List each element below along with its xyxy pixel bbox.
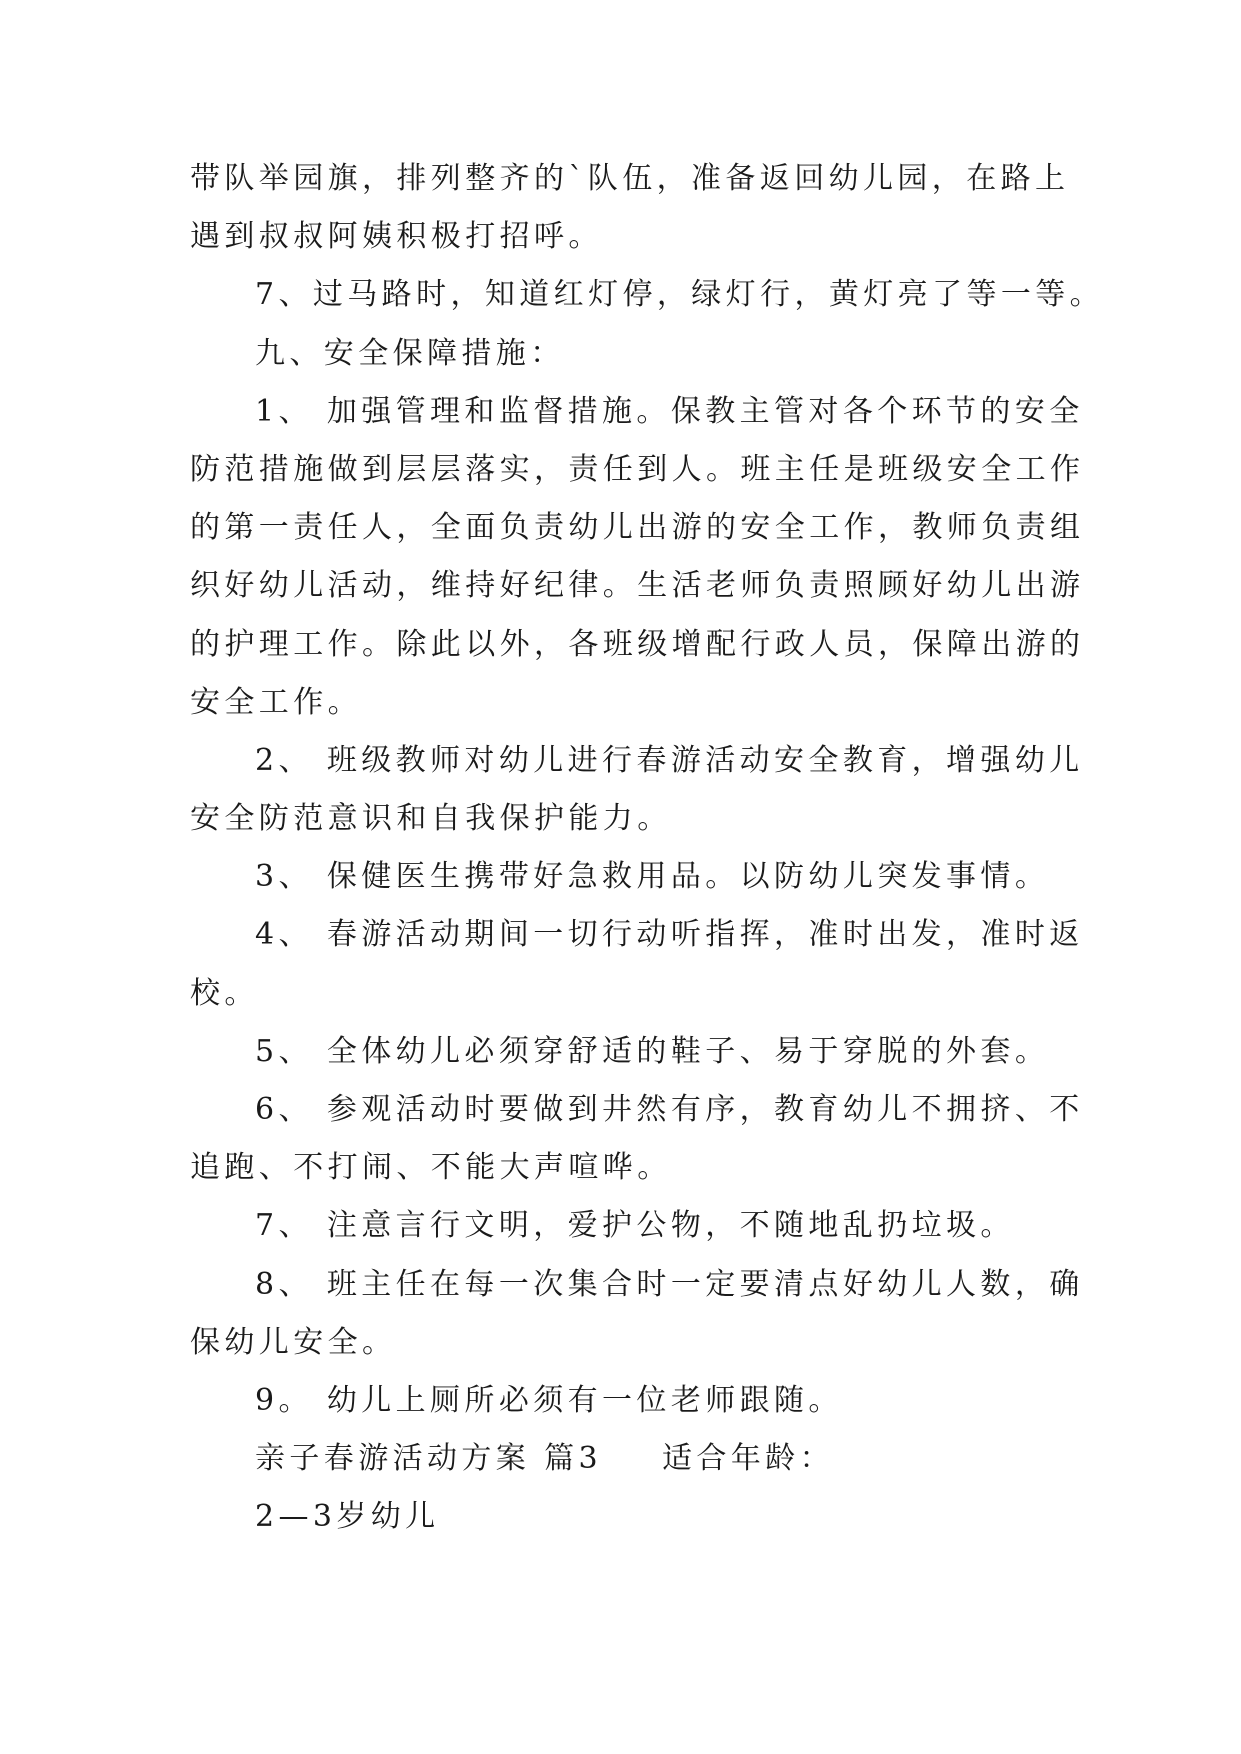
paragraph-line: 的护理工作。除此以外，各班级增配行政人员，保障出游的 <box>190 626 1085 662</box>
paragraph-line: 3、 保健医生携带好急救用品。以防幼儿突发事情。 <box>255 859 1050 895</box>
paragraph-line: 7、 注意言行文明，爱护公物，不随地乱扔垃圾。 <box>255 1208 1015 1244</box>
paragraph-line: 校。 <box>190 975 259 1011</box>
paragraph-line: 追跑、不打闹、不能大声喧哗。 <box>190 1150 672 1186</box>
article-subtitle: 适合年龄： <box>662 1441 835 1477</box>
paragraph-line: 安全工作。 <box>190 684 362 720</box>
document-body <box>190 150 1105 1547</box>
paragraph-line: 9。 幼儿上厕所必须有一位老师跟随。 <box>255 1382 843 1418</box>
paragraph-line: 5、 全体幼儿必须穿舒适的鞋子、易于穿脱的外套。 <box>255 1033 1050 1069</box>
paragraph-line: 织好幼儿活动，维持好纪律。生活老师负责照顾好幼儿出游 <box>190 568 1085 604</box>
paragraph-line: 2、 班级教师对幼儿进行春游活动安全教育，增强幼儿 <box>255 742 1084 778</box>
paragraph-line: 带队举园旗，排列整齐的`队伍，准备返回幼儿园，在路上 <box>190 161 1070 196</box>
paragraph-line: 4、 春游活动期间一切行动听指挥，准时出发，准时返 <box>255 917 1084 953</box>
paragraph-line: 7、过马路时，知道红灯停，绿灯行，黄灯亮了等一等。 <box>255 277 1105 313</box>
paragraph-line: 的第一责任人，全面负责幼儿出游的安全工作，教师负责组 <box>190 510 1085 546</box>
paragraph-line: 保幼儿安全。 <box>190 1324 397 1360</box>
article-title: 亲子春游活动方案 篇3 <box>255 1441 603 1477</box>
paragraph-line: 6、 参观活动时要做到井然有序，教育幼儿不拥挤、不 <box>255 1092 1084 1127</box>
paragraph-line: 安全防范意识和自我保护能力。 <box>190 801 672 837</box>
paragraph-line: 1、 加强管理和监督措施。保教主管对各个环节的安全 <box>255 393 1084 429</box>
paragraph-line: 8、 班主任在每一次集合时一定要清点好幼儿人数，确 <box>255 1266 1084 1302</box>
section-heading: 九、安全保障措施： <box>255 335 565 371</box>
article-heading <box>190 1430 1050 1488</box>
paragraph-line: 遇到叔叔阿姨积极打招呼。 <box>190 219 603 255</box>
age-range-line: 2—3岁幼儿 <box>255 1499 440 1535</box>
paragraph-line: 防范措施做到层层落实，责任到人。班主任是班级安全工作 <box>190 451 1085 487</box>
